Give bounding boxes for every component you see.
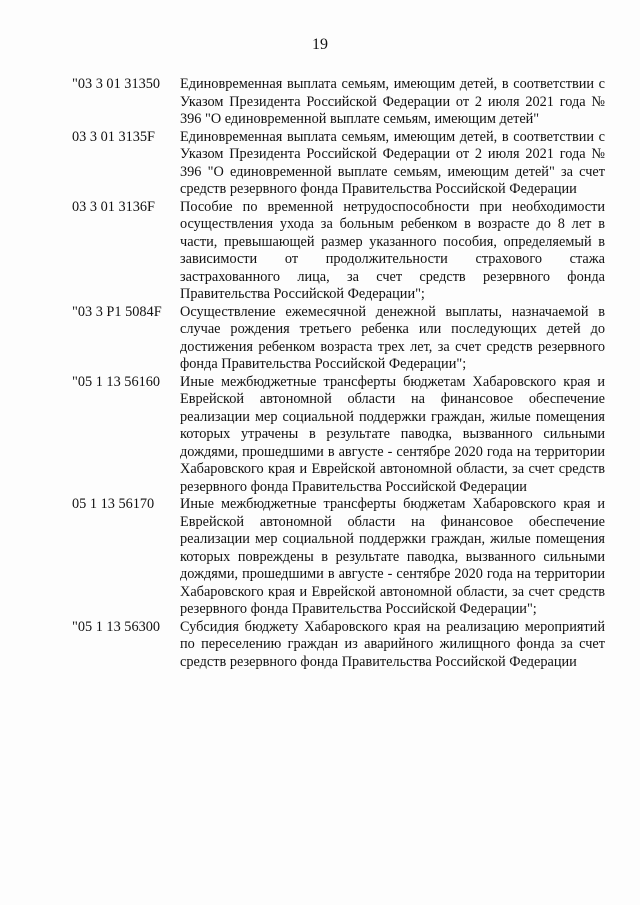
budget-description: Иные межбюджетные трансферты бюджетам Хабаровского края и Еврейской автономной области на финансовое обеспечение реализации мер социальной поддержки граждан, жилые помещения которых утрачены в результате паводка, вызванного сильными дождями, прошедшими в августе - сентябре 2020 года на территории Хабаровского края и Еврейской автономной области, за счет средств резервного фонда Правительства Российской Федерации bbox=[180, 373, 605, 495]
budget-entry bbox=[72, 374, 605, 497]
budget-code: 03 3 01 3135F bbox=[72, 128, 156, 145]
budget-code: "05 1 13 56160 bbox=[72, 373, 161, 390]
budget-description: Единовременная выплата семьям, имеющим детей, в соответствии с Указом Президента Российской Федерации от 2 июля 2021 года № 396 "О единовременной выплате семьям, имеющим детей" bbox=[180, 76, 605, 127]
budget-entry bbox=[72, 304, 605, 374]
budget-code-list bbox=[72, 76, 605, 671]
budget-code: "05 1 13 56300 bbox=[72, 618, 161, 635]
page-number: 19 bbox=[312, 36, 328, 53]
budget-entry bbox=[72, 199, 605, 304]
budget-entry bbox=[72, 76, 605, 129]
budget-description: Субсидия бюджету Хабаровского края на реализацию мероприятий по переселению граждан из аварийного жилищного фонда за счет средств резервного фонда Правительства Российской Федерации bbox=[180, 618, 605, 670]
budget-description: Осуществление ежемесячной денежной выплаты, назначаемой в случае рождения третьего ребенка или последующих детей до достижения ребенком возраста трех лет, за счет средств резервного фонда Правительства Российской Федерации"; bbox=[180, 303, 605, 372]
budget-entry bbox=[72, 496, 605, 619]
budget-entry bbox=[72, 129, 605, 199]
budget-code: "03 3 01 31350 bbox=[72, 76, 161, 92]
budget-description: Единовременная выплата семьям, имеющим детей, в соответствии с Указом Президента Российской Федерации от 2 июля 2021 года № 396 "О единовременной выплате семьям, имеющим детей" за счет средств резервного фонда Правительства Российской Федерации bbox=[180, 128, 605, 197]
budget-code: "03 3 P1 5084F bbox=[72, 303, 162, 320]
budget-entry bbox=[72, 619, 605, 672]
budget-code: 05 1 13 56170 bbox=[72, 496, 155, 512]
budget-description: Пособие по временной нетрудоспособности при необходимости осуществления ухода за больным ребенком в возрасте до 8 лет в части, превышающей размер указанного пособия, определяемый в зависимости от продолжительности страхового стажа застрахованного лица, за счет средств резервного фонда Правительства Российской Федерации"; bbox=[180, 198, 605, 302]
budget-code: 03 3 01 3136F bbox=[72, 198, 156, 215]
budget-description: Иные межбюджетные трансферты бюджетам Хабаровского края и Еврейской автономной области на финансовое обеспечение реализации мер социальной поддержки граждан, жилые помещения которых повреждены в результате паводка, вызванного сильными дождями, прошедшими в августе - сентябре 2020 года на территории Хабаровского края и Еврейской автономной области, за счет средств резервного фонда Правительства Российской Федерации"; bbox=[180, 496, 605, 617]
